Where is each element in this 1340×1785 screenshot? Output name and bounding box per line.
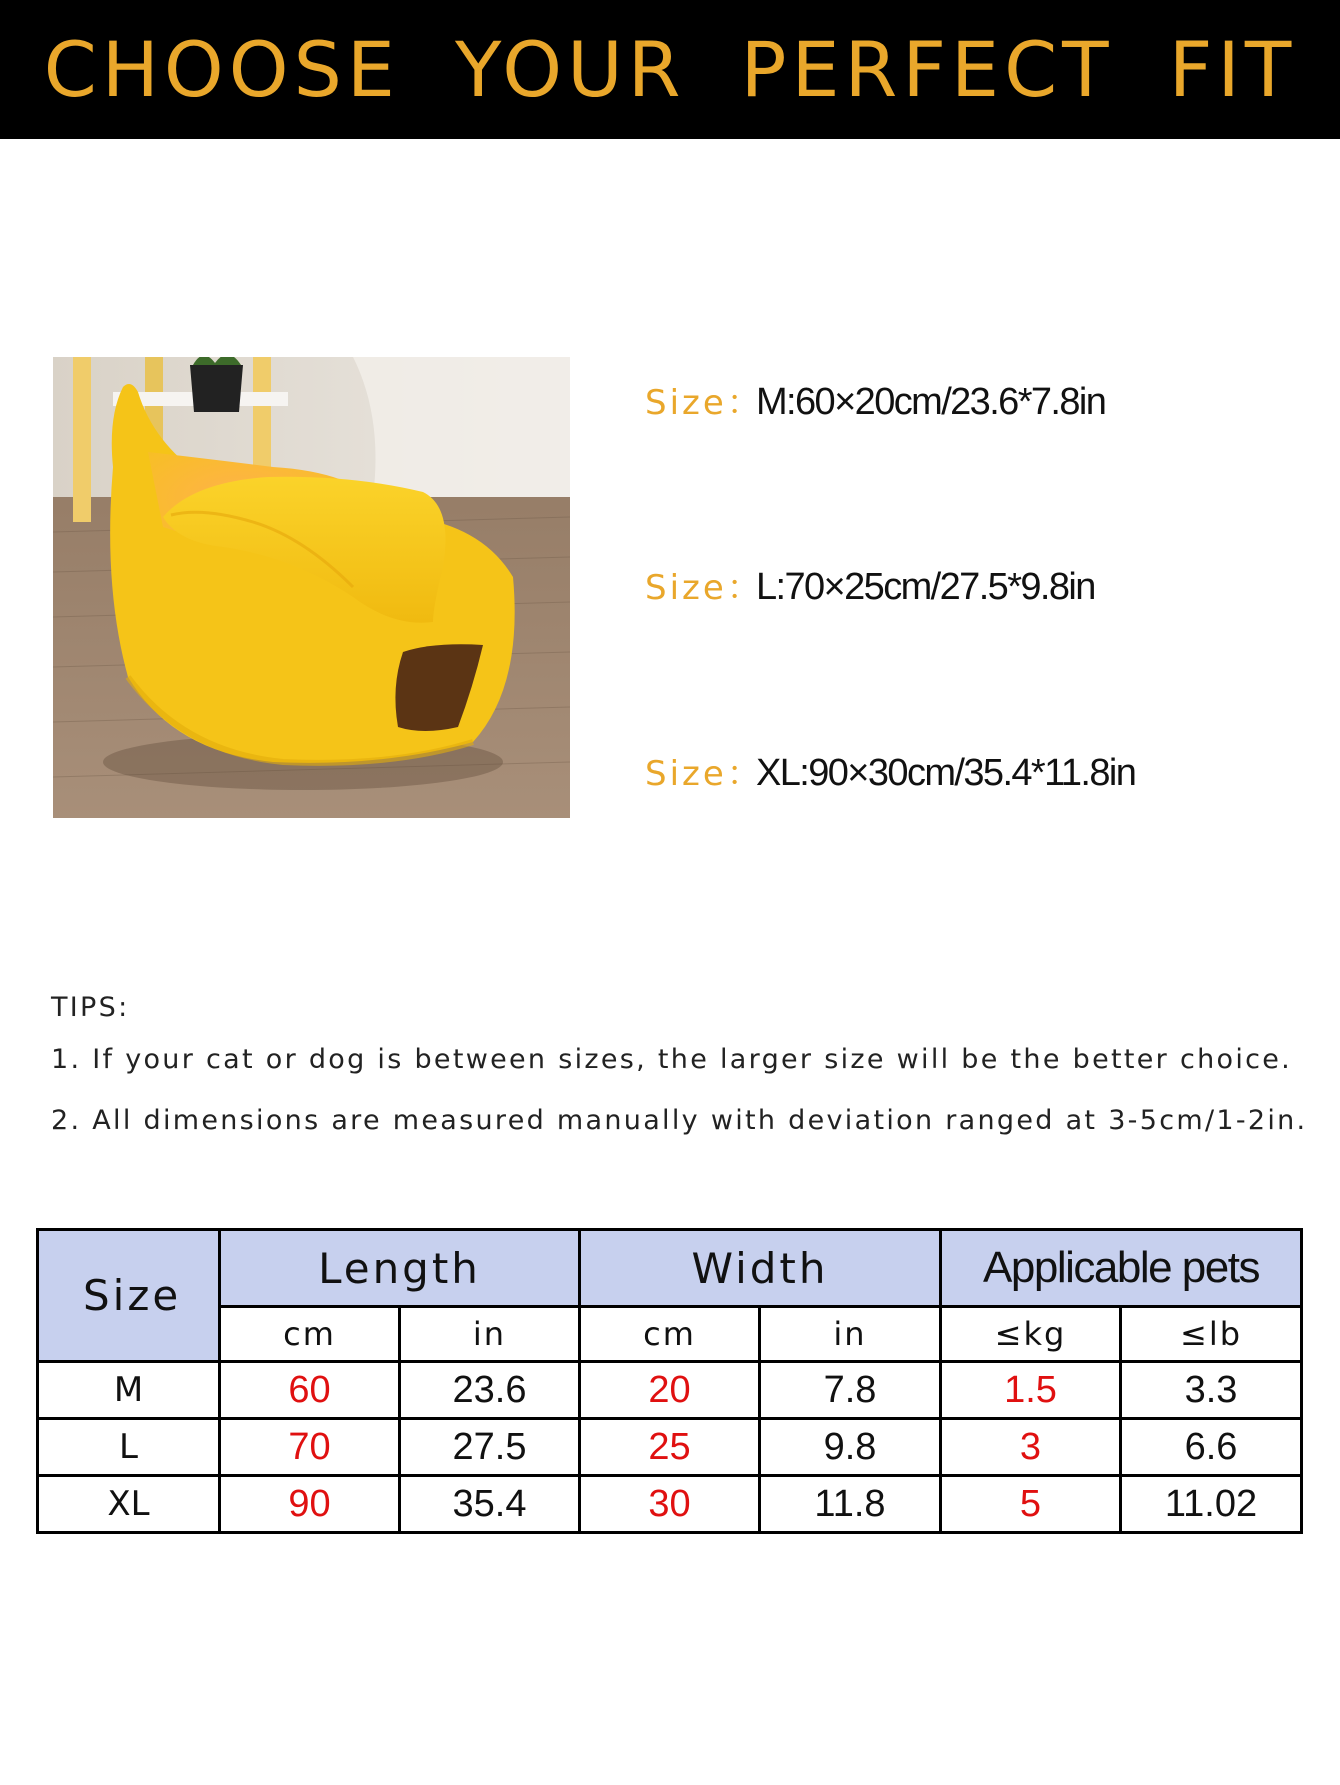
cell-length-cm: 60 <box>220 1362 400 1419</box>
subheader-width-in: in <box>760 1307 941 1362</box>
cell-width-cm: 25 <box>580 1419 760 1476</box>
size-value: L:70×25cm/27.5*9.8in <box>756 566 1095 608</box>
cell-lb: 3.3 <box>1121 1362 1302 1419</box>
tip-item: 1. If your cat or dog is between sizes, the larger size will be the better choice. <box>51 1044 1293 1075</box>
header-length: Length <box>220 1230 580 1307</box>
tip-item: 2. All dimensions are measured manually with deviation ranged at 3-5cm/1-2in. <box>51 1105 1308 1136</box>
size-label: Size： <box>645 383 764 423</box>
cell-width-in: 9.8 <box>760 1419 941 1476</box>
cell-width-in: 7.8 <box>760 1362 941 1419</box>
tips-section <box>51 992 1321 1166</box>
cell-width-cm: 30 <box>580 1476 760 1533</box>
subheader-pets-kg: ≤kg <box>941 1307 1121 1362</box>
banner-title: CHOOSE YOUR PERFECT FIT <box>43 24 1297 114</box>
cell-width-in: 11.8 <box>760 1476 941 1533</box>
cell-length-in: 35.4 <box>400 1476 580 1533</box>
cell-length-cm: 70 <box>220 1419 400 1476</box>
tips-title: TIPS: <box>51 992 130 1023</box>
subheader-length-in: in <box>400 1307 580 1362</box>
header-applicable-pets: Applicable pets <box>941 1230 1302 1307</box>
subheader-width-cm: cm <box>580 1307 760 1362</box>
size-label: Size： <box>645 754 764 794</box>
cell-size: L <box>38 1419 220 1476</box>
size-chart-table <box>36 1228 1303 1534</box>
header-width: Width <box>580 1230 941 1307</box>
table-row <box>38 1476 1302 1533</box>
cell-lb: 6.6 <box>1121 1419 1302 1476</box>
header-size: Size <box>38 1230 220 1362</box>
size-option-m <box>645 375 1105 424</box>
size-value: M:60×20cm/23.6*7.8in <box>756 381 1106 423</box>
title-banner <box>0 0 1340 139</box>
cell-kg: 3 <box>941 1419 1121 1476</box>
subheader-pets-lb: ≤lb <box>1121 1307 1302 1362</box>
cell-length-in: 23.6 <box>400 1362 580 1419</box>
size-option-l <box>645 560 1095 609</box>
table-row <box>38 1419 1302 1476</box>
cell-length-cm: 90 <box>220 1476 400 1533</box>
cell-size: M <box>38 1362 220 1419</box>
cell-kg: 5 <box>941 1476 1121 1533</box>
size-label: Size： <box>645 568 764 608</box>
cell-lb: 11.02 <box>1121 1476 1302 1533</box>
subheader-length-cm: cm <box>220 1307 400 1362</box>
size-option-xl <box>645 746 1135 795</box>
banana-bed-illustration <box>53 357 570 818</box>
cell-length-in: 27.5 <box>400 1419 580 1476</box>
product-photo <box>53 357 570 818</box>
table-row <box>38 1362 1302 1419</box>
cell-kg: 1.5 <box>941 1362 1121 1419</box>
cell-width-cm: 20 <box>580 1362 760 1419</box>
size-value: XL:90×30cm/35.4*11.8in <box>756 752 1136 794</box>
cell-size: XL <box>38 1476 220 1533</box>
